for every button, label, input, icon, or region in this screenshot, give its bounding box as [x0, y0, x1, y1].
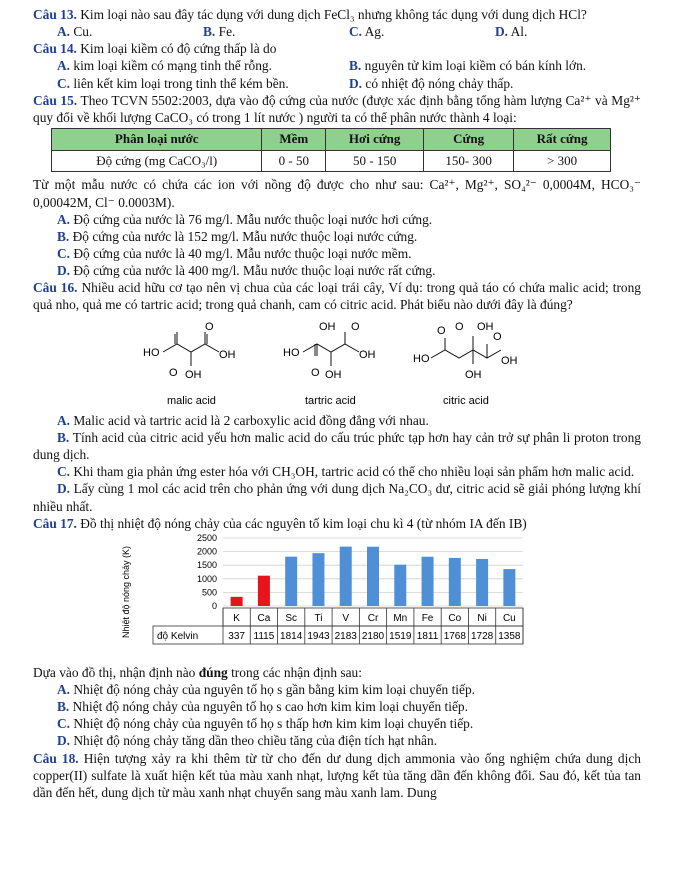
question-text: Đồ thị nhiệt độ nóng chảy của các nguyên tố kim loại chu kì 4 (từ nhóm IA đến IB): [80, 515, 527, 531]
label-o: O: [493, 330, 502, 343]
table-cell: Độ cứng (mg CaCO₃/l): [52, 150, 262, 172]
question-number: Câu 14.: [33, 41, 77, 57]
bar-Fe: [422, 557, 434, 606]
option-a[interactable]: A. Độ cứng của nước là 76 mg/l. Mẫu nước thuộc loại nước hơi cứng.: [57, 211, 433, 227]
table-cell: 150- 300: [424, 150, 514, 172]
exam-page: [33, 6, 641, 801]
label-oh: OH: [319, 320, 336, 333]
table-header: Phân loại nước: [52, 129, 262, 151]
option-a[interactable]: A. Malic acid và tartric acid là 2 carboxylic acid đồng đẳng với nhau.: [57, 412, 429, 428]
label-oh: OH: [477, 320, 494, 333]
category-label: Mn: [393, 612, 408, 624]
label-o: O: [351, 320, 360, 333]
table-header: Mềm: [262, 129, 326, 151]
bar-Ti: [312, 553, 324, 606]
question-15: [33, 92, 641, 126]
prompt-text: Dựa vào đồ thị, nhận định nào đúng trong các nhận định sau:: [33, 664, 362, 680]
y-tick-label: 2500: [196, 532, 217, 543]
y-tick-label: 2000: [196, 546, 217, 557]
label-oh: OH: [501, 354, 518, 367]
question-18: [33, 750, 641, 801]
label-oh: OH: [359, 348, 376, 361]
label-o: O: [437, 324, 446, 337]
bar-Sc: [285, 557, 297, 606]
y-tick-label: 500: [201, 587, 217, 598]
option-d[interactable]: D. Al.: [495, 24, 528, 40]
y-axis-label: Nhiệt độ nóng chảy (K): [121, 545, 131, 638]
y-tick-label: 1500: [196, 560, 217, 571]
option-d[interactable]: D. Lấy cùng 1 mol các acid trên cho phản ứng với dung dịch Na₂CO₃ dư, citric acid sẽ giải phóng lượng khí nhiều nhất.: [33, 481, 641, 514]
question-16: [33, 279, 641, 313]
question-text: Theo TCVN 5502:2003, dựa vào độ cứng của nước (được xác định bằng tổng hàm lượng Ca²⁺ và Mg²⁺ quy đổi về khối lượng CaCO₃ có trong 1 lít nước ) người ta có thể phân nước thành 4 loại:: [33, 92, 641, 125]
molecule-name: tartric acid: [305, 394, 356, 407]
value-table: [153, 608, 523, 644]
question-text: Kim loại nào sau đây tác dụng với dung dịch FeCl₃ nhưng không tác dụng với dung dịch HCl?: [80, 7, 587, 22]
question-15-data: Từ một mẫu nước có chứa các ion với nồng độ được cho như sau: Ca²⁺, Mg²⁺, SO₄²⁻ 0,0004M, HCO₃⁻ 0,00042M, Cl⁻ 0.0003M).: [33, 177, 641, 210]
bar-Mn: [394, 565, 406, 606]
option-d[interactable]: D. có nhiệt độ nóng chảy thấp.: [349, 75, 514, 91]
option-b[interactable]: B. Fe.: [203, 24, 236, 40]
label-ho: HO: [413, 352, 430, 365]
table-row: [52, 150, 611, 172]
option-b[interactable]: B. Nhiệt độ nóng chảy của nguyên tố họ s cao hơn kim kim loại chuyển tiếp.: [57, 699, 468, 715]
label-ho: HO: [283, 346, 300, 359]
y-tick-label: 1000: [196, 573, 217, 584]
question-text: Kim loại kiềm có độ cứng thấp là do: [80, 41, 277, 57]
data-label: 1519: [389, 630, 412, 642]
hardness-table: [51, 128, 611, 172]
label-oh: OH: [219, 348, 236, 361]
question-14: [33, 40, 641, 57]
bar-K: [231, 597, 243, 606]
table-cell: > 300: [514, 150, 611, 172]
option-b[interactable]: B. nguyên tử kim loại kiềm có bán kính lớn.: [349, 58, 587, 74]
malic-acid-structure: [163, 332, 219, 366]
category-label: Ti: [314, 612, 323, 624]
option-d[interactable]: D. Nhiệt độ nóng chảy tăng dần theo chiều tăng của điện tích hạt nhân.: [57, 733, 438, 749]
category-label: Fe: [421, 612, 434, 624]
question-number: Câu 13.: [33, 7, 77, 22]
bar-V: [340, 546, 352, 605]
label-oh: OH: [185, 368, 202, 381]
question-number: Câu 17.: [33, 515, 77, 531]
y-axis-ticks: [197, 533, 217, 611]
data-label: 1768: [443, 630, 466, 642]
molecule-name: malic acid: [167, 394, 216, 407]
bar-Co: [449, 558, 461, 606]
table-cell: 0 - 50: [262, 150, 326, 172]
category-label: Cr: [367, 612, 379, 624]
table-header: Hơi cứng: [326, 129, 424, 151]
label-o: O: [311, 366, 320, 379]
option-c[interactable]: C. Khi tham gia phản ứng ester hóa với CH₃OH, tartric acid có thể cho nhiều loại sản phẩm hơn malic acid.: [57, 464, 635, 480]
data-label: 337: [228, 630, 245, 642]
data-label: 1814: [280, 630, 303, 642]
option-c[interactable]: C. Ag.: [349, 24, 385, 40]
table-header: Rất cứng: [514, 129, 611, 151]
data-label: 1943: [307, 630, 330, 642]
category-label: Sc: [285, 612, 298, 624]
question-17: [33, 515, 641, 532]
option-a[interactable]: A. Nhiệt độ nóng chảy của nguyên tố họ s gần bằng kim kim loại chuyển tiếp.: [57, 682, 476, 697]
data-label: 1358: [498, 630, 521, 642]
category-label: Co: [448, 612, 462, 624]
question-14-options-row1: [33, 57, 641, 74]
data-label: 2180: [361, 630, 385, 642]
question-number: Câu 15.: [33, 92, 78, 108]
label-o: O: [169, 366, 178, 379]
y-tick-label: 0: [211, 600, 217, 611]
category-label: Ca: [257, 612, 271, 624]
category-label: Ni: [477, 612, 487, 624]
label-oh: OH: [325, 368, 342, 381]
question-13-options: [33, 23, 641, 40]
category-label: Cu: [502, 612, 516, 624]
bar-Ca: [258, 576, 270, 606]
label-o: O: [455, 320, 464, 333]
option-c[interactable]: C. Nhiệt độ nóng chảy của nguyên tố họ s thấp hơn kim kim loại chuyển tiếp.: [57, 716, 474, 732]
label-ho: HO: [143, 346, 160, 359]
molecule-name: citric acid: [443, 394, 489, 407]
table-cell: 50 - 150: [326, 150, 424, 172]
bar-Ni: [476, 559, 488, 606]
option-b[interactable]: B. Tính acid của citric acid yếu hơn malic acid do cấu trúc phức tạp hơn hay cản trở sự phân li proton trong dung dịch.: [33, 429, 641, 463]
question-17-prompt: [33, 664, 641, 681]
label-o: O: [205, 320, 214, 333]
option-c[interactable]: C. liên kết kim loại trong tinh thể kém bền.: [57, 75, 289, 91]
data-label: 1811: [416, 630, 439, 642]
table-header-row: [52, 129, 611, 151]
bar-Cr: [367, 547, 379, 606]
data-label: 1728: [470, 630, 494, 642]
option-b[interactable]: B. Độ cứng của nước là 152 mg/l. Mẫu nước thuộc loại nước cứng.: [57, 228, 418, 244]
question-13: [33, 6, 641, 23]
label-oh: OH: [465, 368, 482, 381]
melting-point-chart: [113, 532, 533, 660]
acid-structures: [33, 318, 641, 408]
question-text: Hiện tượng xảy ra khi thêm từ từ cho đến dư dung dịch ammonia vào ống nghiệm chứa dung dịch copper(II) sulfate là xuất hiện kết tủa màu xanh nhạt, lượng kết tủa tăng dần đến không đổi. Sau đó, kết tủa tan dần đến hết, dung dịch từ màu xanh nhạt chuyển sang màu xanh lam. Dung: [33, 750, 641, 800]
option-d[interactable]: D. Độ cứng của nước là 400 mg/l. Mẫu nước thuộc loại nước rất cứng.: [57, 263, 436, 279]
category-label: V: [342, 612, 350, 624]
bars: [231, 546, 516, 605]
option-c[interactable]: C. Độ cứng của nước là 40 mg/l. Mẫu nước thuộc loại nước mềm.: [57, 245, 412, 261]
data-label: 2183: [334, 630, 357, 642]
option-a[interactable]: A. Cu.: [57, 24, 93, 40]
question-text: Nhiều acid hữu cơ tạo nên vị chua của các loại trái cây, Ví dụ: trong quả táo có chứa malic acid; trong quả nho, quả me có tartric acid; trong quả chanh, cam có citric acid. Phát biểu nào dưới đây là đúng?: [33, 280, 641, 313]
row-label: độ Kelvin: [157, 630, 199, 642]
tartric-acid-structure: [303, 332, 359, 366]
question-number: Câu 16.: [33, 280, 78, 296]
option-a[interactable]: A. kim loại kiềm có mạng tinh thể rỗng.: [57, 58, 272, 74]
category-label: K: [233, 612, 240, 624]
table-header: Cứng: [424, 129, 514, 151]
data-label: 1115: [253, 630, 275, 642]
question-number: Câu 18.: [33, 750, 79, 766]
question-14-options-row2: [33, 75, 641, 92]
citric-acid-structure: [431, 336, 501, 364]
bar-Cu: [503, 569, 515, 606]
